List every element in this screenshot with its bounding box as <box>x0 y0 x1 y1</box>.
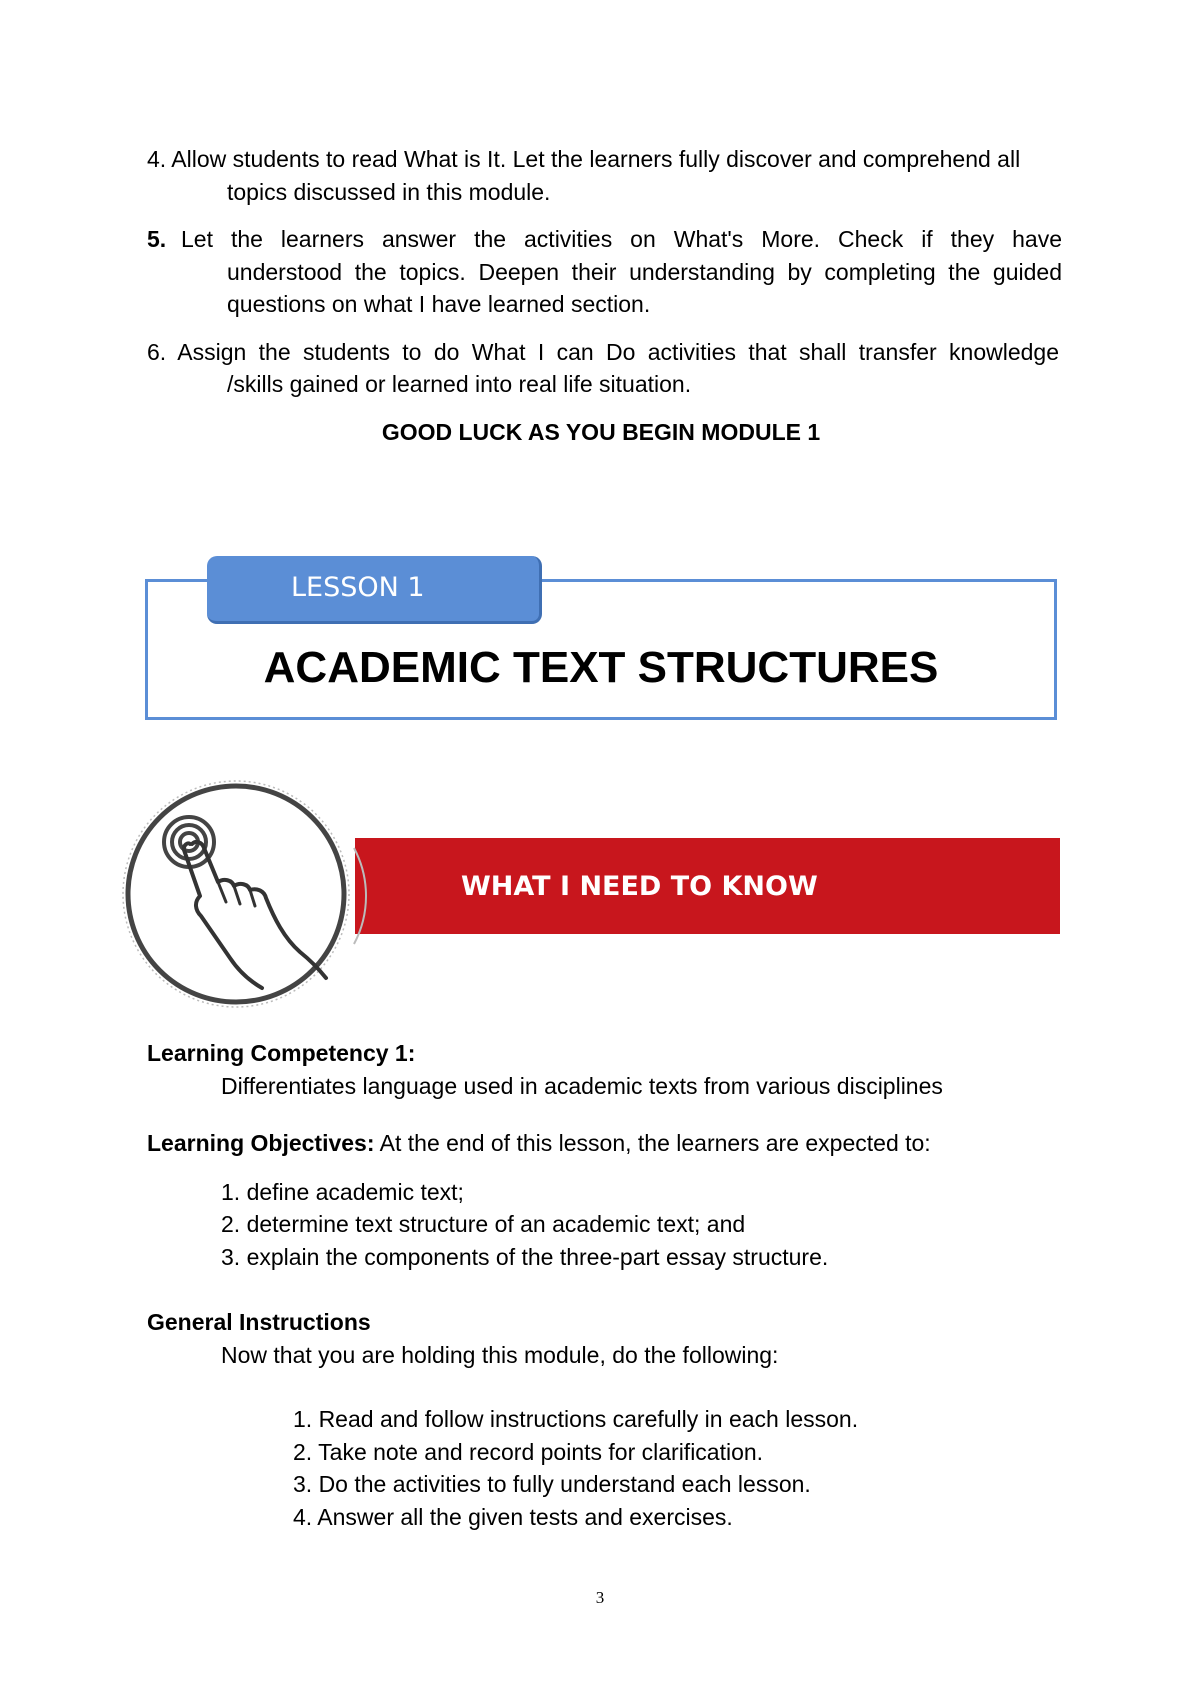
competency-heading: Learning Competency 1: <box>147 1040 416 1066</box>
instruction-4-line1: 4. Allow students to read What is It. Let the learners fully discover and comprehend all <box>147 146 1021 172</box>
instruction-5-line3: questions on what I have learned section. <box>227 291 651 317</box>
instruction-5-number: 5. <box>147 226 167 252</box>
instruction-4-line2: topics discussed in this module. <box>227 179 551 205</box>
page-number: 3 <box>595 1588 605 1607</box>
objective-item: 3. explain the components of the three-part essay structure. <box>221 1244 829 1270</box>
general-intro: Now that you are holding this module, do the following: <box>221 1342 779 1368</box>
objective-item: 2. determine text structure of an academic text; and <box>221 1211 746 1237</box>
objectives-heading: Learning Objectives: <box>147 1130 375 1156</box>
objective-item: 1. define academic text; <box>221 1179 464 1205</box>
section-banner-label: WHAT I NEED TO KNOW <box>461 871 818 902</box>
instruction-6-line2: /skills gained or learned into real life situation. <box>227 371 692 397</box>
competency-text: Differentiates language used in academic texts from various disciplines <box>221 1073 943 1099</box>
general-item: 4. Answer all the given tests and exercises. <box>293 1504 733 1530</box>
instruction-5-line1: Let the learners answer the activities on What's More. Check if they have <box>181 226 1062 252</box>
general-item: 3. Do the activities to fully understand each lesson. <box>293 1471 811 1497</box>
general-item: 1. Read and follow instructions carefully in each lesson. <box>293 1406 859 1432</box>
finger-touch-icon <box>122 778 380 1010</box>
objectives-intro: At the end of this lesson, the learners are expected to: <box>374 1130 931 1156</box>
general-item: 2. Take note and record points for clarification. <box>293 1439 764 1465</box>
lesson-title: ACADEMIC TEXT STRUCTURES <box>263 643 939 692</box>
objectives-line <box>147 1127 931 1159</box>
lesson-tab-label: LESSON 1 <box>291 572 425 603</box>
instruction-5-line2: understood the topics. Deepen their understanding by completing the guided <box>227 259 1062 285</box>
closing-message: GOOD LUCK AS YOU BEGIN MODULE 1 <box>381 419 821 445</box>
instruction-6-line1: 6. Assign the students to do What I can Do activities that shall transfer knowledge <box>147 339 1059 365</box>
general-heading: General Instructions <box>147 1309 371 1335</box>
